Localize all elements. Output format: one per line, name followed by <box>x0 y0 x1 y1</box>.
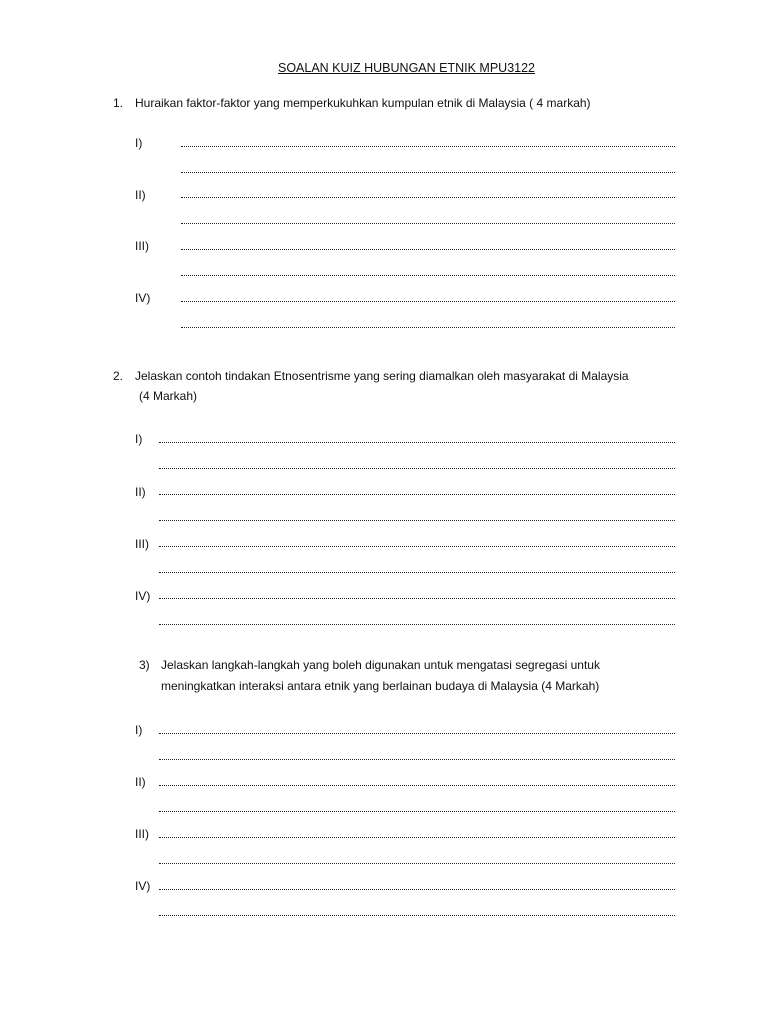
question-3-number: 3) <box>139 658 150 672</box>
q1-answer-line-3b[interactable] <box>181 275 675 276</box>
q1-answer-line-4a[interactable] <box>181 301 675 302</box>
question-3-text-line-1: Jelaskan langkah-langkah yang boleh digunakan untuk mengatasi segregasi untuk <box>161 658 600 672</box>
q1-answer-line-2a[interactable] <box>181 197 675 198</box>
q1-answer-line-1a[interactable] <box>181 146 675 147</box>
q1-answer-line-1b[interactable] <box>181 172 675 173</box>
q2-answer-line-1a[interactable] <box>159 442 675 443</box>
q3-answer-line-2a[interactable] <box>159 785 675 786</box>
q3-answer-line-1a[interactable] <box>159 733 675 734</box>
q3-answer-line-3a[interactable] <box>159 837 675 838</box>
question-1-number: 1. <box>113 96 124 110</box>
q1-numeral-3: III) <box>135 239 149 253</box>
question-2-number: 2. <box>113 369 124 383</box>
q3-numeral-3: III) <box>135 827 149 841</box>
question-1-text: Huraikan faktor-faktor yang memperkukuhkan kumpulan etnik di Malaysia ( 4 markah) <box>135 96 591 110</box>
q2-numeral-4: IV) <box>135 589 151 603</box>
q2-answer-line-3a[interactable] <box>159 546 675 547</box>
q3-answer-line-4b[interactable] <box>159 915 675 916</box>
question-2-text-line-1: Jelaskan contoh tindakan Etnosentrisme yang sering diamalkan oleh masyarakat di Malaysia <box>135 369 629 383</box>
q2-numeral-1: I) <box>135 432 143 446</box>
q2-answer-line-4b[interactable] <box>159 624 675 625</box>
q2-answer-line-4a[interactable] <box>159 598 675 599</box>
q2-answer-line-1b[interactable] <box>159 468 675 469</box>
q1-numeral-4: IV) <box>135 291 151 305</box>
q2-numeral-3: III) <box>135 537 149 551</box>
q3-answer-line-3b[interactable] <box>159 863 675 864</box>
q1-answer-line-2b[interactable] <box>181 223 675 224</box>
q3-answer-line-2b[interactable] <box>159 811 675 812</box>
q3-numeral-2: II) <box>135 775 146 789</box>
q3-numeral-1: I) <box>135 723 143 737</box>
q3-numeral-4: IV) <box>135 879 151 893</box>
page-title: SOALAN KUIZ HUBUNGAN ETNIK MPU3122 <box>278 61 536 75</box>
q2-answer-line-2a[interactable] <box>159 494 675 495</box>
q1-numeral-1: I) <box>135 136 143 150</box>
q1-answer-line-3a[interactable] <box>181 249 675 250</box>
q1-numeral-2: II) <box>135 188 146 202</box>
q3-answer-line-4a[interactable] <box>159 889 675 890</box>
q2-answer-line-3b[interactable] <box>159 572 675 573</box>
question-3-text-line-2: meningkatkan interaksi antara etnik yang berlainan budaya di Malaysia (4 Markah) <box>161 679 600 693</box>
question-2-text-line-2: (4 Markah) <box>139 389 198 403</box>
q2-numeral-2: II) <box>135 485 146 499</box>
q3-answer-line-1b[interactable] <box>159 759 675 760</box>
q1-answer-line-4b[interactable] <box>181 327 675 328</box>
q2-answer-line-2b[interactable] <box>159 520 675 521</box>
